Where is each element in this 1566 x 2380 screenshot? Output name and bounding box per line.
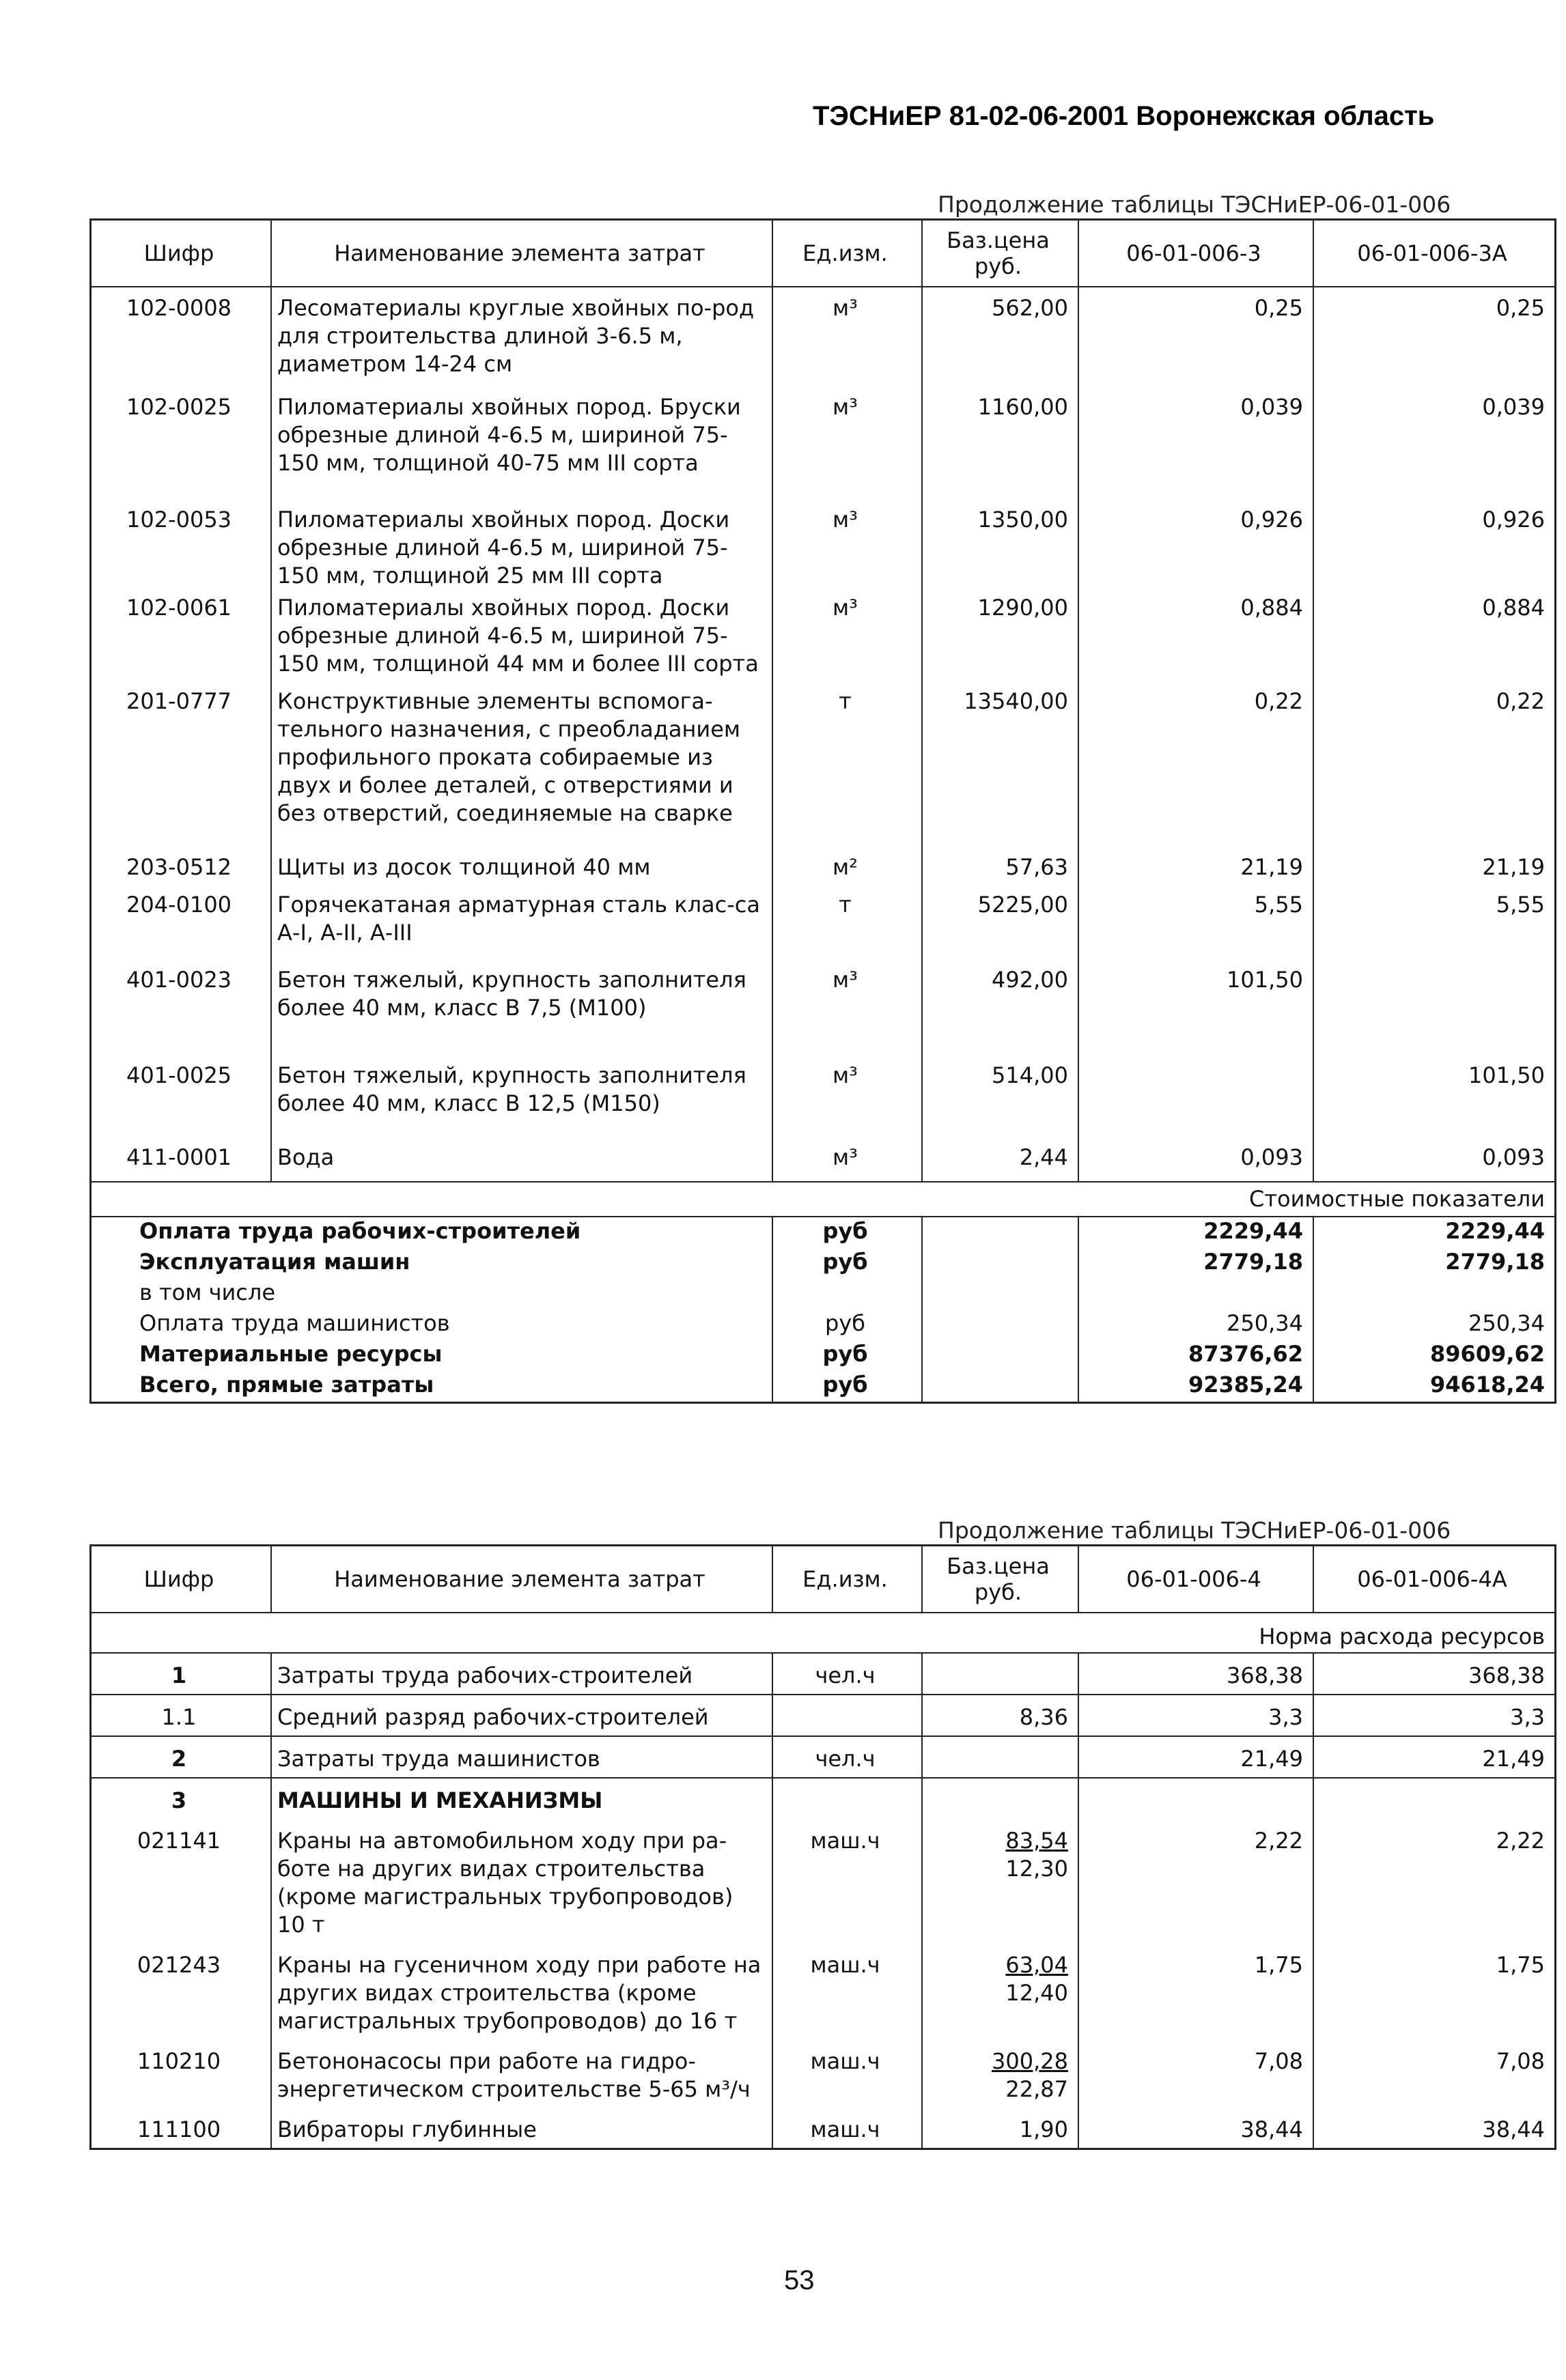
base-price: 492,00 xyxy=(922,966,1078,1062)
resource-unit: м³ xyxy=(772,1062,922,1144)
resource-code: 102-0053 xyxy=(91,506,272,594)
section-row xyxy=(91,1182,1556,1217)
norm-value-1: 1,75 xyxy=(1078,1943,1313,2039)
resource-code: 203-0512 xyxy=(91,853,272,891)
resource-code: 102-0061 xyxy=(91,594,272,688)
table1-continuation: Продолжение таблицы ТЭСНиЕР-06-01-006 xyxy=(938,191,1451,218)
norm-value-2: 21,19 xyxy=(1482,854,1545,880)
total-value-1: 87376,62 xyxy=(1078,1340,1313,1371)
table-row xyxy=(91,1309,1556,1340)
table-row xyxy=(91,1736,1556,1778)
total-unit: руб xyxy=(772,1217,922,1248)
section-label: Норма расхода ресурсов xyxy=(91,1613,1556,1653)
table-row xyxy=(91,287,1556,393)
resource-code: 021243 xyxy=(91,1943,272,2039)
total-label: Эксплуатация машин xyxy=(91,1248,773,1279)
norm-value-1: 0,039 xyxy=(1078,393,1313,506)
resource-code: 411-0001 xyxy=(91,1144,272,1182)
page-number: 53 xyxy=(784,2265,815,2295)
table2-continuation: Продолжение таблицы ТЭСНиЕР-06-01-006 xyxy=(938,1517,1451,1544)
resource-code: 1.1 xyxy=(91,1695,272,1736)
total-value-2: 89609,62 xyxy=(1429,1341,1545,1367)
resource-name: Пиломатериалы хвойных пород. Доски обрезные длиной 4-6.5 м, шириной 75-150 мм, толщиной 44 мм и более III сорта xyxy=(271,594,772,688)
norm-value-1: 101,50 xyxy=(1078,966,1313,1062)
resource-unit: маш.ч xyxy=(772,1819,922,1943)
base-price xyxy=(922,1819,1078,1943)
base-price: 5225,00 xyxy=(922,891,1078,966)
resource-name: МАШИНЫ И МЕХАНИЗМЫ xyxy=(271,1778,772,1819)
resource-name: Средний разряд рабочих-строителей xyxy=(271,1695,772,1736)
resource-name: Бетононасосы при работе на гидро-энергетическом строительстве 5-65 м³/ч xyxy=(271,2039,772,2108)
norm-value-1: 21,19 xyxy=(1078,853,1313,891)
norm-value-2: 2,22 xyxy=(1496,1828,1545,1854)
col-price: Баз.цена руб. xyxy=(922,1546,1078,1613)
resource-unit: м³ xyxy=(772,506,922,594)
base-price xyxy=(922,1695,1078,1736)
table-row xyxy=(91,966,1556,1062)
total-price xyxy=(922,1217,1078,1248)
total-unit: руб xyxy=(772,1309,922,1340)
norm-value-2: 0,926 xyxy=(1482,507,1545,533)
base-price: 1350,00 xyxy=(922,506,1078,594)
total-price xyxy=(922,1309,1078,1340)
norm-value-1: 0,093 xyxy=(1078,1144,1313,1182)
resource-name: Пиломатериалы хвойных пород. Доски обрезные длиной 4-6.5 м, шириной 75-150 мм, толщиной 25 мм III сорта xyxy=(271,506,772,594)
col-unit: Ед.изм. xyxy=(772,1546,922,1613)
norm-value-2: 38,44 xyxy=(1482,2116,1545,2142)
table1-body xyxy=(91,287,1556,1403)
table-row xyxy=(91,1144,1556,1182)
resource-unit: м³ xyxy=(772,393,922,506)
col-norm-1: 06-01-006-4 xyxy=(1078,1546,1313,1613)
total-value-1: 2779,18 xyxy=(1078,1248,1313,1279)
resource-name: Вода xyxy=(271,1144,772,1182)
resource-name: Щиты из досок толщиной 40 мм xyxy=(271,853,772,891)
resource-code: 1 xyxy=(91,1653,272,1695)
col-norm-2: 06-01-006-4А xyxy=(1313,1546,1556,1613)
norm-value-2: 101,50 xyxy=(1468,1062,1545,1088)
resource-unit xyxy=(772,1695,922,1736)
norm-value-2: 0,093 xyxy=(1482,1144,1545,1170)
col-price: Баз.цена руб. xyxy=(922,220,1078,287)
resource-code: 111100 xyxy=(91,2108,272,2149)
col-norm-1: 06-01-006-3 xyxy=(1078,220,1313,287)
base-price: 2,44 xyxy=(922,1144,1078,1182)
norm-value-2: 0,22 xyxy=(1496,688,1545,714)
base-price-wage: 22,87 xyxy=(1005,2076,1068,2102)
col-unit: Ед.изм. xyxy=(772,220,922,287)
resource-name: Бетон тяжелый, крупность заполнителя более 40 мм, класс В 7,5 (М100) xyxy=(271,966,772,1062)
resource-code: 110210 xyxy=(91,2039,272,2108)
table-row xyxy=(91,2039,1556,2108)
total-value-2: 2779,18 xyxy=(1445,1249,1545,1275)
base-price: 562,00 xyxy=(922,287,1078,393)
norm-value-1: 38,44 xyxy=(1078,2108,1313,2149)
resource-name: Конструктивные элементы вспомога-тельного назначения, с преобладанием профильного проката собираемые из двух и более деталей, с отверстиями и без отверстий, соединяемые на сварке xyxy=(271,688,772,853)
resource-unit: м³ xyxy=(772,966,922,1062)
resource-name: Затраты труда машинистов xyxy=(271,1736,772,1778)
resource-unit: маш.ч xyxy=(772,2039,922,2108)
resource-unit: чел.ч xyxy=(772,1653,922,1695)
base-price xyxy=(922,1943,1078,2039)
table-row xyxy=(91,1279,1556,1309)
table-row xyxy=(91,506,1556,594)
norm-value-1: 21,49 xyxy=(1078,1736,1313,1778)
norm-value-2 xyxy=(1313,1778,1556,1819)
total-unit xyxy=(772,1279,922,1309)
table-row xyxy=(91,891,1556,966)
total-value-2: 94618,24 xyxy=(1429,1372,1545,1398)
norm-value-1: 0,884 xyxy=(1078,594,1313,688)
norm-value-2: 3,3 xyxy=(1313,1695,1556,1736)
total-value-1: 250,34 xyxy=(1078,1309,1313,1340)
base-price xyxy=(922,1653,1078,1695)
resource-unit: маш.ч xyxy=(772,1943,922,2039)
resource-name: Краны на гусеничном ходу при работе на других видах строительства (кроме магистральных трубопроводов) до 16 т xyxy=(271,1943,772,2039)
table-row xyxy=(91,1695,1556,1736)
table-row xyxy=(91,1062,1556,1144)
resource-code: 2 xyxy=(91,1736,272,1778)
norm-value-1: 2,22 xyxy=(1078,1819,1313,1943)
base-price-wage: 12,40 xyxy=(1005,1980,1068,2006)
section-row xyxy=(91,1613,1556,1653)
total-price xyxy=(922,1371,1078,1403)
base-price xyxy=(922,2108,1078,2149)
base-price: 57,63 xyxy=(922,853,1078,891)
resource-code: 401-0025 xyxy=(91,1062,272,1144)
total-label: в том числе xyxy=(91,1279,773,1309)
total-label: Материальные ресурсы xyxy=(91,1340,773,1371)
resource-code: 102-0025 xyxy=(91,393,272,506)
table-row xyxy=(91,1340,1556,1371)
norm-value-2: 1,75 xyxy=(1496,1952,1545,1978)
norm-value-1: 0,25 xyxy=(1078,287,1313,393)
norm-value-2: 0,25 xyxy=(1496,295,1545,321)
table-row xyxy=(91,1819,1556,1943)
table-row xyxy=(91,688,1556,853)
table-row xyxy=(91,1778,1556,1819)
base-price xyxy=(922,1736,1078,1778)
resource-name: Затраты труда рабочих-строителей xyxy=(271,1653,772,1695)
resource-code: 021141 xyxy=(91,1819,272,1943)
col-norm-2: 06-01-006-3А xyxy=(1313,220,1556,287)
table-row xyxy=(91,1653,1556,1695)
total-label: Оплата труда рабочих-строителей xyxy=(91,1217,773,1248)
table2-body xyxy=(91,1613,1556,2149)
resource-code: 3 xyxy=(91,1778,272,1819)
norm-value-2: 368,38 xyxy=(1468,1662,1545,1688)
total-value-1 xyxy=(1078,1279,1313,1309)
resource-name: Бетон тяжелый, крупность заполнителя более 40 мм, класс В 12,5 (М150) xyxy=(271,1062,772,1144)
norm-value-2: 5,55 xyxy=(1496,892,1545,918)
resource-name: Горячекатаная арматурная сталь клас-са А-I, А-II, А-III xyxy=(271,891,772,966)
norm-value-1: 7,08 xyxy=(1078,2039,1313,2108)
resource-unit: м² xyxy=(772,853,922,891)
resource-name: Краны на автомобильном ходу при ра-боте на других видах строительства (кроме магистральных трубопроводов) 10 т xyxy=(271,1819,772,1943)
resource-unit: м³ xyxy=(772,287,922,393)
total-price xyxy=(922,1340,1078,1371)
table-row xyxy=(91,1943,1556,2039)
base-price-total: 300,28 xyxy=(992,2048,1068,2074)
section-label: Стоимостные показатели xyxy=(91,1182,1556,1217)
norm-value-1 xyxy=(1078,1062,1313,1144)
resource-code: 201-0777 xyxy=(91,688,272,853)
resource-code: 204-0100 xyxy=(91,891,272,966)
resource-code: 401-0023 xyxy=(91,966,272,1062)
table1 xyxy=(89,218,1556,1404)
col-name: Наименование элемента затрат xyxy=(271,1546,772,1613)
table-row xyxy=(91,1217,1556,1248)
resource-unit: маш.ч xyxy=(772,2108,922,2149)
base-price: 514,00 xyxy=(922,1062,1078,1144)
base-price xyxy=(922,1778,1078,1819)
base-price: 13540,00 xyxy=(922,688,1078,853)
resource-code: 102-0008 xyxy=(91,287,272,393)
table-row xyxy=(91,1371,1556,1403)
resource-unit xyxy=(772,1778,922,1819)
total-unit: руб xyxy=(772,1340,922,1371)
base-price: 1290,00 xyxy=(922,594,1078,688)
total-value-1: 92385,24 xyxy=(1078,1371,1313,1403)
base-price: 1160,00 xyxy=(922,393,1078,506)
table2 xyxy=(89,1544,1556,2150)
base-price xyxy=(922,2039,1078,2108)
col-name: Наименование элемента затрат xyxy=(271,220,772,287)
resource-unit: т xyxy=(772,688,922,853)
norm-value-2: 0,039 xyxy=(1482,394,1545,420)
table-row xyxy=(91,853,1556,891)
col-code: Шифр xyxy=(91,1546,272,1613)
table-row xyxy=(91,393,1556,506)
col-code: Шифр xyxy=(91,220,272,287)
norm-value-1: 3,3 xyxy=(1078,1695,1313,1736)
base-price-total: 83,54 xyxy=(1005,1828,1068,1854)
total-value-2: 250,34 xyxy=(1468,1310,1545,1336)
resource-unit: м³ xyxy=(772,594,922,688)
total-unit: руб xyxy=(772,1371,922,1403)
norm-value-2: 21,49 xyxy=(1313,1736,1556,1778)
norm-value-2 xyxy=(1313,966,1556,1062)
total-value-2: 2229,44 xyxy=(1445,1218,1545,1244)
total-price xyxy=(922,1248,1078,1279)
norm-value-1: 368,38 xyxy=(1078,1653,1313,1695)
total-label: Всего, прямые затраты xyxy=(91,1371,773,1403)
document-header: ТЭСНиЕР 81-02-06-2001 Воронежская область xyxy=(813,101,1435,131)
resource-unit: чел.ч xyxy=(772,1736,922,1778)
base-price-total: 1,90 xyxy=(1019,2116,1068,2142)
norm-value-2: 7,08 xyxy=(1496,2048,1545,2074)
norm-value-1: 0,22 xyxy=(1078,688,1313,853)
total-value-2 xyxy=(1313,1279,1556,1309)
norm-value-1: 5,55 xyxy=(1078,891,1313,966)
resource-unit: т xyxy=(772,891,922,966)
base-price-wage: 12,30 xyxy=(1005,1856,1068,1882)
norm-value-2: 0,884 xyxy=(1482,595,1545,621)
norm-value-1: 0,926 xyxy=(1078,506,1313,594)
base-price-total: 63,04 xyxy=(1005,1952,1068,1978)
resource-name: Пиломатериалы хвойных пород. Бруски обрезные длиной 4-6.5 м, шириной 75-150 мм, толщиной 40-75 мм III сорта xyxy=(271,393,772,506)
total-label: Оплата труда машинистов xyxy=(91,1309,773,1340)
resource-name: Вибраторы глубинные xyxy=(271,2108,772,2149)
base-price-total: 8,36 xyxy=(1019,1704,1068,1730)
resource-unit: м³ xyxy=(772,1144,922,1182)
table-row xyxy=(91,594,1556,688)
total-unit: руб xyxy=(772,1248,922,1279)
table-row xyxy=(91,2108,1556,2149)
table-row xyxy=(91,1248,1556,1279)
total-value-1: 2229,44 xyxy=(1078,1217,1313,1248)
resource-name: Лесоматериалы круглые хвойных по-род для строительства длиной 3-6.5 м, диаметром 14-24 см xyxy=(271,287,772,393)
norm-value-1 xyxy=(1078,1778,1313,1819)
total-price xyxy=(922,1279,1078,1309)
